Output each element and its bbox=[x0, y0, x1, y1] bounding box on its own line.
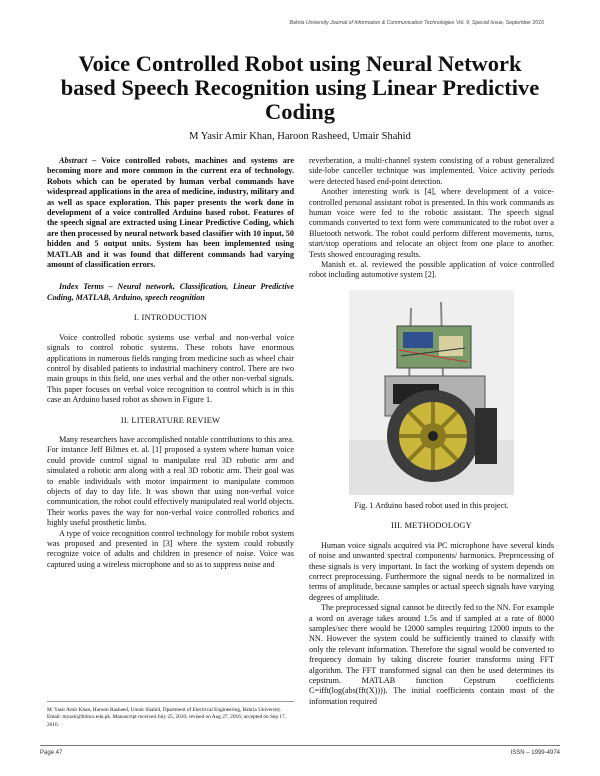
page-footer bbox=[40, 745, 560, 756]
right-paragraph-2: Another interesting work is [4], where development of a voice-controlled personal assistant robot is presented. In this work commands as human voice were fed to the robotic assistant. The speech signal commands converted to text form were communicated to the robot over a Bluetooth network. The robot could perform different movements, turns, start/stop operations and relocate an object from one place to another. Tests showed encouraging results. bbox=[309, 187, 554, 259]
figure-caption: Fig. 1 Arduino based robot used in this project. bbox=[354, 500, 509, 510]
journal-header: Bahria University Journal of Information & Communication Technologies Vol. 9, Special Issue, September 2016 bbox=[289, 20, 544, 26]
robot-photo-illustration bbox=[349, 290, 514, 495]
index-terms: Index Terms – Neural network, Classification, Linear Predictive Coding, MATLAB, Arduino, speech reognition bbox=[47, 282, 294, 302]
section-heading-literature-review: II. LITERATURE REVIEW bbox=[120, 415, 221, 425]
paper-title: Voice Controlled Robot using Neural Network based Speech Recognition using Linear Predictive Coding bbox=[60, 51, 540, 124]
abstract-label: Abstract – bbox=[59, 156, 97, 165]
abstract-text: Voice controlled robots, machines and systems are becoming more and more common in the current era of technology. Robots which can be operated by human verbal commands have widespread applications in the area of medicine, industry, military and as well as space exploration. This paper presents the work done in development of a voice controlled Arduino based robot. Features of the speech signal are extracted using Linear Predictive Coding, which are then processed by neural network based classifier with 10 input, 50 hidden and 5 output units. System has been implemented using MATLAB and it was found that different commands had varying amount of classification errors. bbox=[47, 156, 294, 270]
intro-paragraph: Voice controlled robotic systems use verbal and non-verbal voice signals to control robotic systems. These robots have enormous applications in numerous fields ranging from medicine such as wheel chair control by disabled patients to industrial machinery control. There are two main groups in this field, one uses verbal and the other non-verbal signals. This paper focuses on verbal voice recognition to control which is in this case an Arduino based robot as shown in Figure 1. bbox=[47, 332, 294, 405]
methodology-paragraph-2: The preprocessed signal cannot be directly fed to the NN. For example a word on average takes around 1.5s and if sampled at a rate of 8000 samples/sec there would be 12000 samples requiring 12000 inputs to the NN. However the system could be sufficiently trained to classify with only the relevant information. Therefore the signal would be converted to frequency domain by taking discrete fourier transforms using FFT algorithm. The FFT transformed signal can then be used determines its cepstrum. MATLAB function Cepstrum coefficients C=ifft(log(abs(fft(X)))). The initial coefficients contain most of the information required bbox=[309, 603, 554, 706]
abstract bbox=[47, 156, 294, 270]
literature-paragraph-2: A type of voice recognition control technology for mobile robot system was proposed and presented in [3] where the system could robustly recognize voice of adults and children in presence of noise. Voice was captured using a wireless microphone and so as to suppress noise and bbox=[47, 528, 294, 569]
literature-paragraph-1: Many researchers have accomplished notable contributions to this area. For instance Jeff Bilmes et. al. [1] proposed a system where human voice could provide control signal to manipulate real 3D robotic arm and simulated a robotic arm along with a real 3D robotic arm. Their goal was to enable individuals with motor impairment to manipulate common objects of day to day life. It was shown that using non-verbal voice communication, the robot could effectively manipulated real world objects. Their works paves the way for non-verbal voice controlled robotics and highly useful prosthetic limbs. bbox=[47, 434, 294, 528]
section-heading-methodology: III. METHODOLOGY bbox=[391, 521, 472, 531]
methodology-paragraph-1: Human voice signals acquired via PC microphone have several kinds of noise and unwanted spectral components/ harmonics. Preprocessing of these signals is very important. In fact the working of system depends on correct preprocessing. Furthermore the signal needs to be normalized in terms of amplitude, because samples or actual speech signals have varying degrees of amplitude. bbox=[309, 540, 554, 602]
section-heading-introduction: I. INTRODUCTION bbox=[133, 313, 208, 323]
left-column bbox=[47, 156, 294, 570]
right-column bbox=[309, 156, 554, 707]
right-paragraph-3: Manish et. al. reviewed the possible application of voice controlled robot including automotive system [2]. bbox=[309, 260, 554, 280]
right-paragraph-1: reverberation, a multi-channel system consisting of a robust generalized side-lobe canceller technique was implemented. Voice activity periods were detected based end-point detection. bbox=[309, 156, 554, 186]
author-footnote: M. Yasir Amir Khan, Haroon Rasheed, Umair Shahid, Dpartment of Electrical Engineering, Bahria University. Email: myasir@bimcs.edu.pk. Manuscript received July 25, 2016; revised on Aug 27, 2016; accepted on Sep 17, 2016. bbox=[47, 701, 294, 729]
page-number: Page 47 bbox=[40, 750, 63, 756]
issn-number: ISSN – 1999-4974 bbox=[510, 750, 560, 756]
paper-authors: M Yasir Amir Khan, Haroon Rasheed, Umair Shahid bbox=[189, 131, 411, 142]
robot-figure bbox=[349, 290, 514, 495]
